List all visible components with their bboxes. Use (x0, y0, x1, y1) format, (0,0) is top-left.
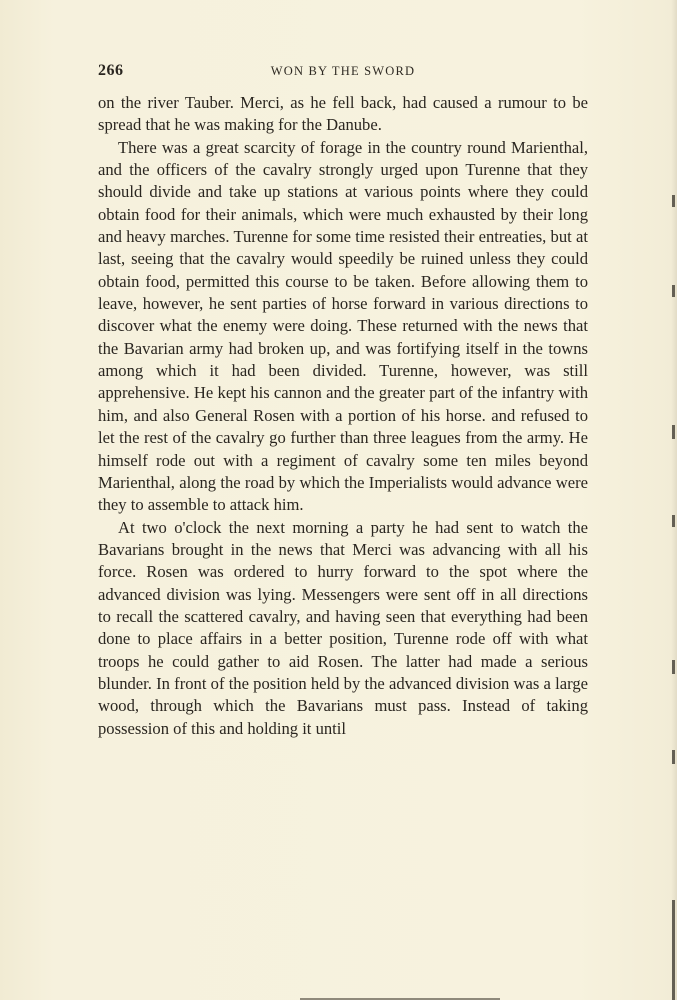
running-title: WON BY THE SWORD (270, 64, 416, 78)
edge-mark (672, 515, 675, 527)
edge-mark (672, 660, 675, 674)
page-number: 266 (98, 62, 124, 79)
paragraph-forage: There was a great scarcity of forage in the country round Marienthal, and the officers of the cavalry strongly urged upon Turenne that they should divide and take up stations at various points where they could obtain food for their animals, which were much exhausted by their long and heavy marches. Turenne for some time resisted their entreaties, but at last, seeing that the cavalry would speedily be ruined unless they could obtain food, permitted this course to be taken. Before allowing them to leave, however, he sent parties of horse forward in various directions to discover what the enemy were doing. These returned with the news that the Bavarian army had broken up, and was fortifying itself in the towns among which it had been divided. Turenne, however, was still apprehensive. He kept his cannon and the greater part of the infantry with him, and also General Rosen with a portion of his horse. and refused to let the rest of the cavalry go further than three leagues from the army. He himself rode out with a regiment of cavalry some ten miles beyond Marienthal, along the road by which the Imperialists would advance were they to assemble to attack him. (98, 137, 588, 515)
edge-mark (672, 285, 675, 297)
body-text (98, 92, 588, 740)
paragraph-merci-advancing: At two o'clock the next morning a party he had sent to watch the Bavarians brought in the news that Merci was advancing with all his force. Rosen was ordered to hurry forward to the spot where the advanced division was lying. Messengers were sent off in all directions to recall the scattered cavalry, and having seen that everything had been done to place affairs in a better position, Turenne rode off with what troops he could gather to aid Rosen. The latter had made a serious blunder. In front of the position held by the advanced division was a large wood, through which the Bavarians must pass. Instead of taking possession of this and holding it until (98, 517, 588, 738)
running-head (98, 62, 588, 82)
page-edge-shadow (671, 0, 677, 1000)
edge-mark (672, 425, 675, 439)
paragraph-continuation: on the river Tauber. Merci, as he fell back, had caused a rumour to be spread that he was making for the Danube. (98, 93, 588, 135)
edge-mark (672, 750, 675, 764)
edge-mark (672, 195, 675, 207)
edge-mark (672, 900, 675, 1000)
